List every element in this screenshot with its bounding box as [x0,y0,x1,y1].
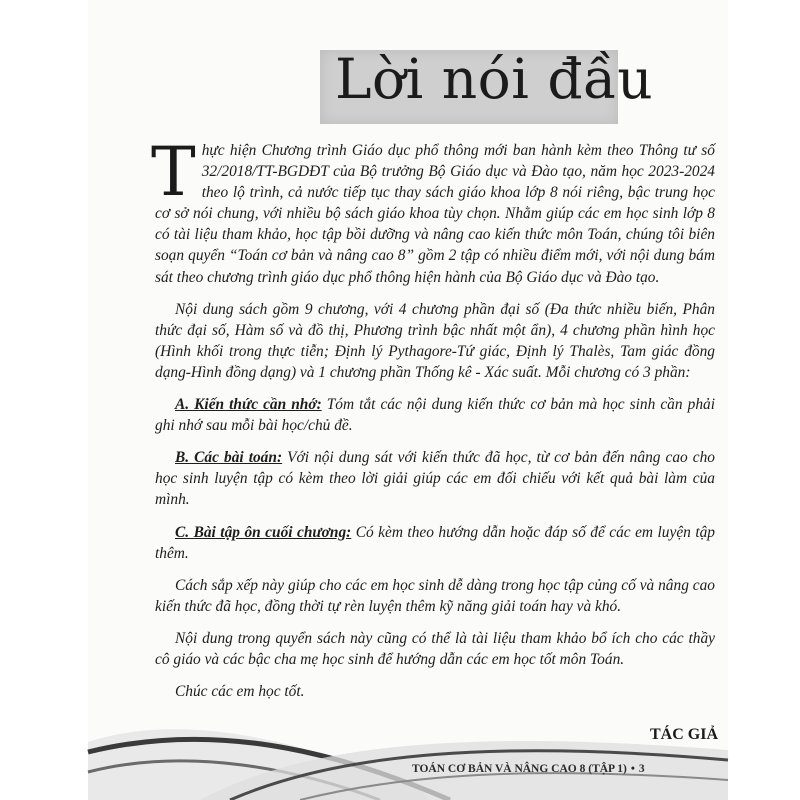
footer-bullet: • [630,763,635,775]
page-title: Lời nói đầu [335,47,654,111]
part-c-paragraph [155,522,715,564]
part-a-label: A. Kiến thức cần nhớ: [175,396,322,414]
closing-line: Chúc các em học tốt. [175,683,305,701]
footer-book-title: TOÁN CƠ BẢN VÀ NÂNG CAO 8 (TẬP 1) [412,763,627,775]
page-footer [412,763,645,775]
part-b-paragraph [155,447,715,510]
part-c-text: Có kèm theo hướng dẫn hoặc đáp số để các em luyện tập thêm. [155,523,715,562]
part-a-paragraph [155,394,715,436]
part-a-text: Tóm tắt các nội dung kiến thức cơ bản mà học sinh cần phải ghi nhớ sau mỗi bài học/chủ đề. [155,396,715,435]
part-b-label: B. Các bài toán: [175,449,283,467]
page-number: 3 [638,763,645,775]
part-c-label: C. Bài tập ôn cuối chương: [175,523,352,541]
intro-text: hực hiện Chương trình Giáo dục phổ thông mới ban hành kèm theo Thông tư số 32/2018/TT-BGDĐT của Bộ trưởng Bộ Giáo dục và Đào tạo, năm học 2023-2024 theo lộ trình, cả nước tiếp tục thay sách giáo khoa lớp 8 nói riêng, bậc trung học cơ sở nói chung, với nhiều bộ sách giáo khoa tùy chọn. Nhằm giúp các em học sinh lớp 8 có tài liệu tham khảo, học tập bồi dưỡng và nâng cao kiến thức môn Toán, chúng tôi biên soạn quyển “Toán cơ bản và nâng cao 8” gồm 2 tập có nhiều điểm mới, với nội dung bám sát theo chương trình giáo dục phổ thông hiện hành của Bộ Giáo dục và Đào tạo. [155,142,715,286]
intro-paragraph [151,133,715,288]
content-overview-paragraph: Nội dung sách gồm 9 chương, với 4 chương phần đại số (Đa thức nhiều biến, Phân thức đại số, Hàm số và đồ thị, Phương trình bậc nhất một ẩn), 4 chương phần hình học (Hình khối trong thực tiễn; Định lý Pythagore-Tứ giác, Định lý Thalès, Tam giác đồng dạng-Hình đồng dạng) và 1 chương phần Thống kê - Xác suất. Mỗi chương có 3 phần: [155,300,715,381]
arrangement-paragraph: Cách sắp xếp này giúp cho các em học sinh dễ dàng trong học tập củng cố và nâng cao kiến thức đã học, đồng thời tự rèn luyện thêm kỹ năng giải toán hay và khó. [155,576,715,615]
part-b-text: Với nội dung sát với kiến thức đã học, từ cơ bản đến nâng cao cho học sinh luyện tập có kèm theo lời giải giúp các em đối chiếu với kết quả bài làm của mình. [155,449,715,509]
reference-paragraph: Nội dung trong quyển sách này cũng có thể là tài liệu tham khảo bổ ích cho các thầy cô giáo và các bậc cha mẹ học sinh để hướng dẫn các em học tốt môn Toán. [155,629,715,668]
drop-cap-letter: T [151,133,196,211]
preface-body [151,133,715,713]
author-signature: TÁC GIẢ [650,726,719,743]
